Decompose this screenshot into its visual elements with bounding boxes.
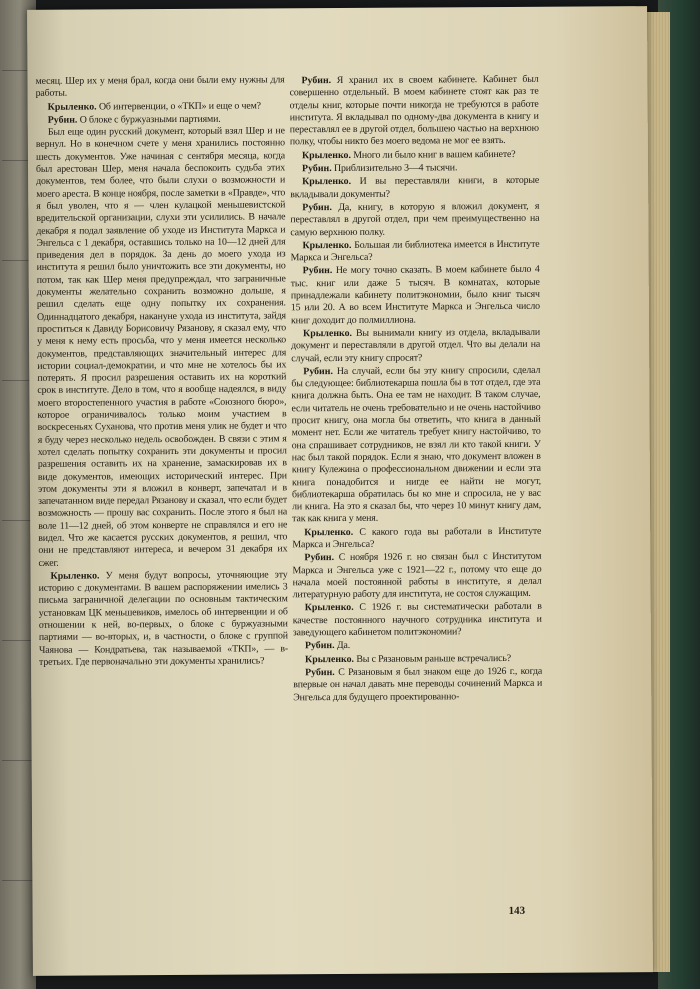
speaker-name: Крыленко. <box>304 602 354 614</box>
paragraph-text: месяц. Шер их у меня брал, когда они были ему нужны для работы. <box>35 74 285 100</box>
speaker-name: Рубин. <box>302 202 332 214</box>
speaker-name: Крыленко. <box>304 526 354 538</box>
paragraph <box>36 126 288 570</box>
book-page <box>27 6 653 976</box>
paragraph-text: Не могу точно сказать. В моем кабинете было 4 тыс. книг или даже 5 тысяч. В комнатах, которые принадлежали кабинету политэкономии, было книг тысяч 15 или 20. А во всем Институте Маркса и Энгельса число книг доходит до полмиллиона. <box>290 264 540 326</box>
page-number: 143 <box>508 904 526 917</box>
speaker-name: Рубин. <box>304 552 335 564</box>
speaker-name: Рубин. <box>303 365 333 378</box>
paragraph-text: Много ли было книг в вашем кабинете? <box>353 148 516 161</box>
paragraph <box>290 201 539 239</box>
speaker-name: Крыленко. <box>301 149 351 162</box>
paragraph <box>290 162 539 176</box>
left-text-column <box>35 74 288 669</box>
speaker-name: Крыленко. <box>47 101 97 113</box>
speaker-name: Рубин. <box>304 640 335 652</box>
right-text-column <box>289 73 542 704</box>
paragraph <box>293 601 542 639</box>
paragraph-text: Вы вынимали книгу из отдела, вкладывали документ и переставляли в другой отдел. Что вы делали на случай, если эту книгу спросят? <box>291 326 541 364</box>
paragraph-text: Я хранил их в своем кабинете. Кабинет был совершенно отдельный. В моем кабинете стоят как раз те отделы книг, которые почти никогда не требуются в работе института. Я вкладывал по одному-два документа в книгу и переставлял ее в другой отдел, большею частью на верхнюю полку, чтобы никто без моего ведома не мог ее взять. <box>289 73 539 148</box>
paragraph <box>291 327 540 365</box>
speaker-name: Крыленко. <box>303 327 353 340</box>
paragraph-text: С Рязановым я был знаком еще до 1926 г., когда впервые он начал давать мне переводы сочинений Маркса и Энгельса для будущего проектированно- <box>293 665 543 703</box>
speaker-name: Крыленко. <box>50 570 100 582</box>
speaker-name: Рубин. <box>305 666 335 679</box>
paragraph-text: Да, книгу, в которую я вложил документ, я переставлял в другой отдел, при чем преимущественно на самую верхнюю полку. <box>290 200 540 238</box>
speaker-name: Рубин. <box>301 75 332 87</box>
paragraph-text: Об интервенции, о «ТКП» и еще о чем? <box>98 100 261 113</box>
speaker-name: Крыленко. <box>302 239 352 252</box>
speaker-name: Рубин. <box>47 114 78 126</box>
speaker-name: Рубин. <box>302 265 333 277</box>
speaker-name: Рубин. <box>301 163 332 175</box>
paragraph-text: Вы с Рязановым раньше встречались? <box>356 652 511 665</box>
paragraph <box>293 639 542 653</box>
paragraph <box>291 365 541 526</box>
paragraph-text: На случай, если бы эту книгу спросили, сделал бы следующее: библиотекарша пошла бы в тот отдел, где эта книга должна быть. Она ее там не находит. В таком случае, если читатель не очень требовательно и не очень настойчиво просит книгу, она могла бы ответить, что книга в данный момент нет. Если же читатель требует книгу настойчиво, то она спрашивает сотрудников, не взял ли кто такой книги. У нас был такой порядок. Если я знаю, что документ вложен в книгу Кулежина о профессиональном движении и если эта книга понадобится и нигде ее найти не могут, библиотекарша обратилась бы ко мне и спросила, не у вас ли книга. На это я сказал бы, что через 10 минут книгу дам, так как книга у меня. <box>291 364 542 525</box>
paragraph-text: Большая ли библиотека имеется в Институте Маркса и Энгельса? <box>290 238 540 264</box>
paragraph <box>290 149 539 163</box>
paragraph <box>38 569 288 669</box>
paragraph-text: С 1926 г. вы систематически работали в качестве постоянного научного сотрудника института и заведующего кабинетом политэкономии? <box>292 601 542 639</box>
paragraph <box>292 525 541 551</box>
paragraph-text: Приблизительно 3—4 тысячи. <box>333 162 458 175</box>
paragraph <box>36 100 285 114</box>
paragraph-text: С ноября 1926 г. но связан был с Институтом Маркса и Энгельса уже с 1921—22 г., потому что еще до начала моей постоянной работы в институте, я делал литературную работу для института, не состоя служащим. <box>292 551 542 601</box>
paragraph-text: У меня будут вопросы, уточняющие эту историю с документами. В вашем распоряжении имелись 3 письма заграничной делегации по основным тактическим установкам ЦК меньшевиков, имелось об интервенции и об отношении к ней, во-первых, о блоке с буржуазными партиями — во-вторых, и, в частности, о блоке с группой Чаянова — Кондратьева, так называемой «ТКП», — в-третьих. Где первоначально эти документы хранились? <box>38 569 288 668</box>
paragraph <box>289 74 538 149</box>
paragraph-text: Да. <box>336 640 351 652</box>
paragraph <box>290 239 539 265</box>
speaker-name: Крыленко. <box>304 653 355 665</box>
paragraph-text: И вы переставляли книги, в которые вкладывали документы? <box>290 175 540 200</box>
paragraph-text: Был еще один русский документ, который взял Шер и не вернул. Но в конечном счете у меня хранились постоянно шесть документов. Уже начиная с сентября месяца, когда был арестован Шер, меня начала беспокоить судьба этих документов, тем более, что были слухи о возможности и моего ареста. В конце ноября, после заметки в «Правде», что я был уволен, что я — член кулацкой меньшевистской вредительской организации, слухи эти усилились. В начале декабря я подал заявление об уходе из Института Маркса и Энгельса с 1 декабря, оставшись только на 10—12 дней для приведения дел в порядок. За день до моего ухода из института я решил было уничтожить все эти документы, но потом, так как Шер меня предупреждал, что заграничные документы желательно сохранить возможно дольше, я решил сделать еще одну попытку их сохранения. Одиннадцатого декабря, накануне ухода из института, зайдя проститься к Давиду Борисовичу Рязанову, я сказал ему, что у меня к нему есть просьба, что у меня имеется несколько документов, представляющих значительный интерес для истории социал-демократии, и что мне не хотелось бы их потерять. Я просил разрешения оставить их на короткий срок в институте. Дело в том, что я вообще надеялся, в виду моего второстепенного участия в работе «Союзного бюро», которое ограничивалось только моим участием в воскресеньях Суханова, что против меня улик не будет и что я буду через несколько недель освобожден. В связи с этим я хотел сделать попытку сохранить эти документы и просил разрешения оставить их на хранение, замаскировав их в виде документов, имеющих исторический интерес. При этом документы эти я вложил в конверт, запечатал и в запечатанном виде передал Рязанову и сказал, что если будет возможность — прошу вас сохранить. После этого я был на воле 11—12 дней, об этом конверте не справлялся и его не видел. Что же касается русских документов, я решил, что они не представляют интереса, и вечером 31 декабря их сжег. <box>35 125 288 569</box>
speaker-name: Крыленко. <box>302 176 352 188</box>
paragraph <box>35 74 284 100</box>
paragraph <box>293 666 542 704</box>
paragraph-text: С какого года вы работали в Институте Маркса и Энгельса? <box>292 525 542 551</box>
paragraph <box>292 551 541 602</box>
paragraph-text: О блоке с буржуазными партиями. <box>79 113 221 126</box>
paragraph <box>291 264 540 327</box>
paragraph <box>290 175 539 201</box>
paragraph <box>293 652 542 666</box>
